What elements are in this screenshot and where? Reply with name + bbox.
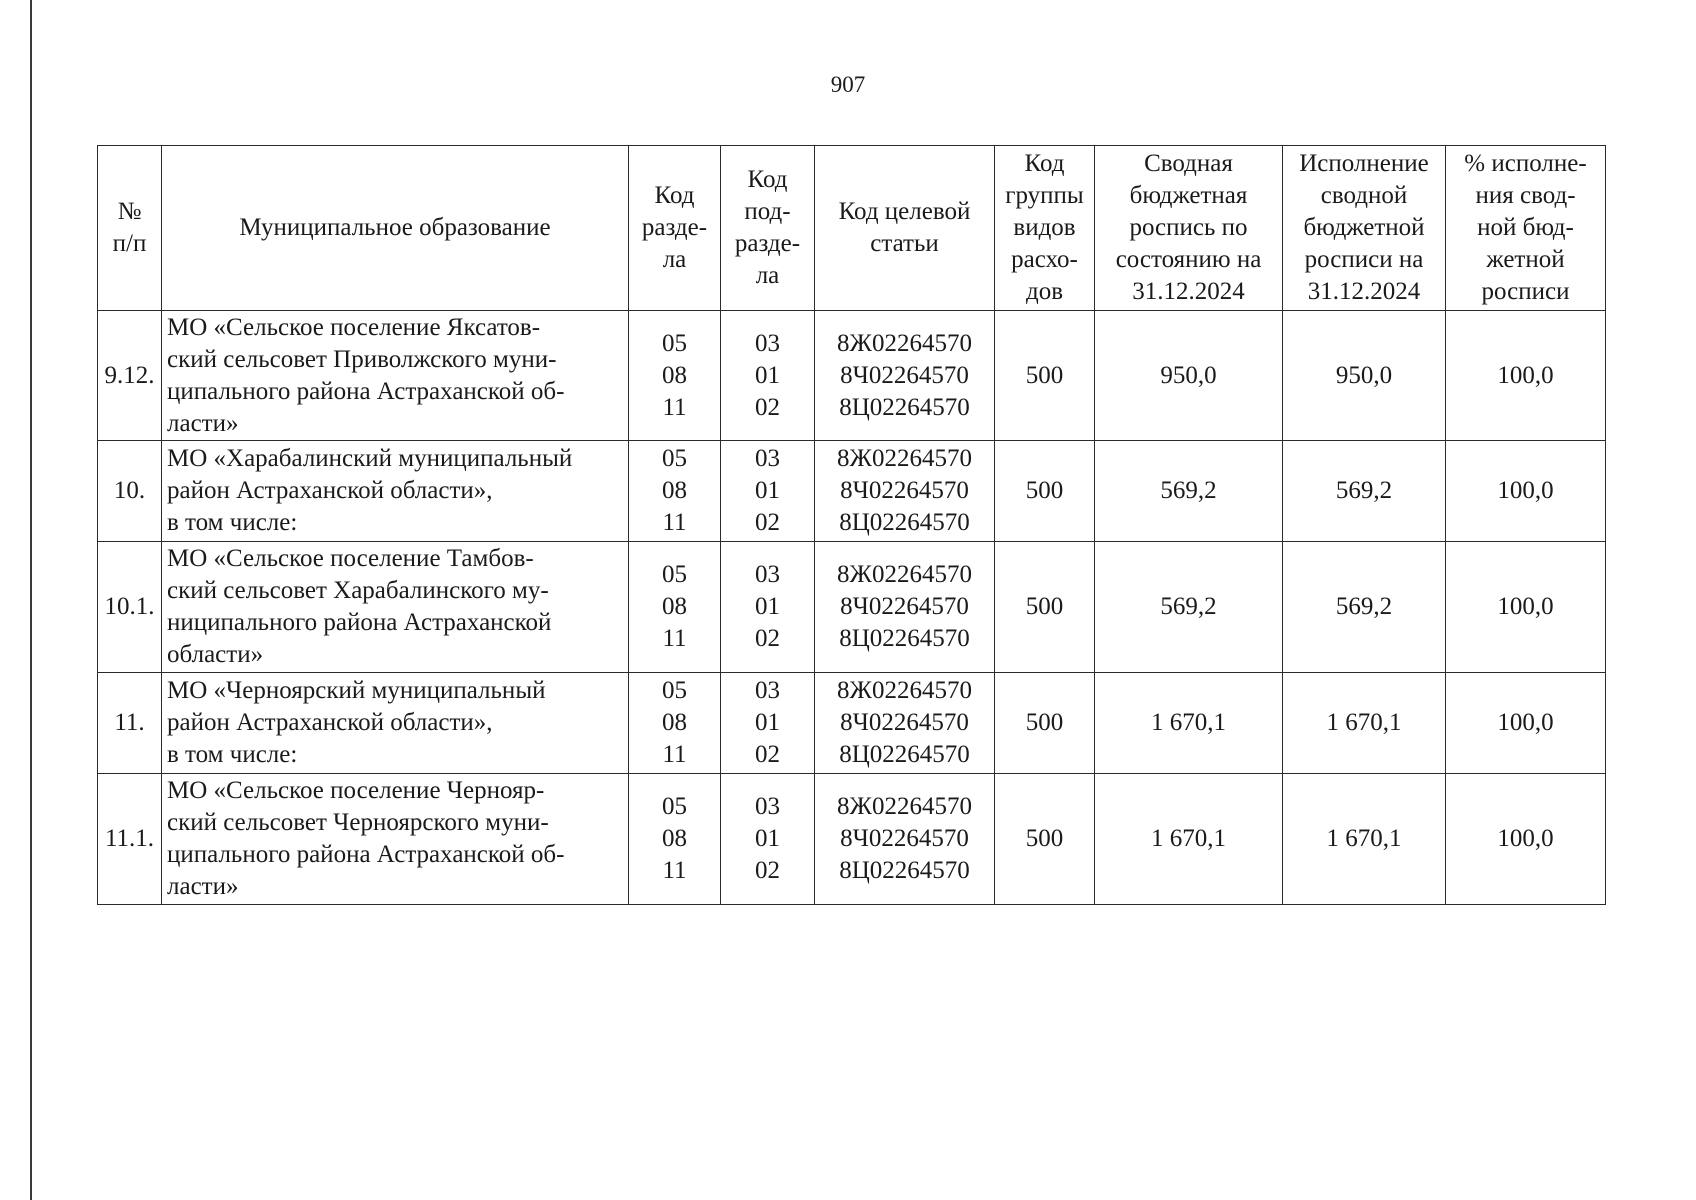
expense-group-code-value: 500	[1025, 709, 1064, 736]
municipality-name	[162, 441, 629, 542]
subsection-codes-value: 02	[755, 857, 780, 884]
section-codes-value: 11	[662, 857, 687, 884]
table-row	[98, 441, 1606, 542]
budget-execution-value	[1283, 441, 1446, 542]
section-codes	[629, 441, 721, 542]
header-subsection-code-line: разде-	[734, 230, 801, 257]
header-execution-percent-line: % исполне-	[1464, 150, 1587, 177]
target-item-codes-value: 8Ц02264570	[839, 509, 970, 536]
expense-group-code	[995, 542, 1095, 673]
budget-execution-value	[1283, 542, 1446, 673]
budget-plan-value	[1095, 542, 1283, 673]
target-item-codes-value: 8Ч02264570	[840, 593, 969, 620]
budget-plan-value	[1095, 311, 1283, 441]
target-item-codes-value: 8Ч02264570	[840, 825, 969, 852]
table-row	[98, 673, 1606, 774]
section-codes	[629, 774, 721, 905]
municipality-name-value: МО «Харабалинский муниципальный	[167, 445, 573, 472]
target-item-codes-value: 8Ж02264570	[837, 793, 972, 820]
section-codes-value: 08	[662, 825, 687, 852]
municipality-name-value: ский сельсовет Харабалинского му-	[167, 577, 549, 604]
execution-percent-value-value: 100,0	[1497, 825, 1554, 852]
section-codes-value: 05	[662, 561, 687, 588]
budget-execution-value-value: 569,2	[1335, 477, 1393, 504]
expense-group-code	[995, 673, 1095, 774]
header-expense-group-code-line: расхо-	[1011, 246, 1078, 273]
header-expense-group-code-line: Код	[1024, 150, 1065, 177]
header-section-code-line: разде-	[641, 214, 708, 241]
municipality-name-value: области»	[167, 641, 264, 668]
row-number	[98, 774, 162, 905]
execution-percent-value	[1446, 673, 1606, 774]
header-execution-percent	[1446, 146, 1606, 311]
section-codes-value: 05	[662, 329, 687, 357]
municipality-name-value: ниципального района Астраханской	[167, 609, 552, 636]
row-number-value: 9.12.	[104, 361, 155, 389]
header-budget-plan-line: 31.12.2024	[1132, 278, 1245, 305]
target-item-codes	[815, 311, 995, 441]
target-item-codes-value: 8Ж02264570	[837, 329, 972, 357]
subsection-codes-value: 03	[755, 445, 780, 472]
target-item-codes-value: 8Ч02264570	[840, 361, 969, 389]
header-budget-plan	[1095, 146, 1283, 311]
municipality-name-value: ципального района Астраханской об-	[167, 377, 565, 405]
header-execution-percent-line: жетной	[1486, 246, 1565, 273]
subsection-codes-value: 03	[755, 329, 780, 357]
municipality-name-value: ласти»	[167, 873, 239, 900]
subsection-codes-value: 01	[755, 825, 780, 852]
municipality-name-value: в том числе:	[167, 741, 298, 768]
municipality-name	[162, 542, 629, 673]
budget-execution-value	[1283, 311, 1446, 441]
section-codes	[629, 542, 721, 673]
header-subsection-code-line: ла	[755, 262, 780, 289]
budget-plan-value-value: 950,0	[1160, 361, 1217, 389]
expense-group-code-value: 500	[1025, 593, 1064, 620]
table-header-row	[98, 146, 1606, 311]
section-codes	[629, 311, 721, 441]
header-target-item-code	[815, 146, 995, 311]
subsection-codes	[721, 311, 815, 441]
target-item-codes	[815, 673, 995, 774]
municipality-name	[162, 774, 629, 905]
page-number: 907	[830, 72, 866, 97]
expense-group-code-value: 500	[1025, 825, 1064, 852]
municipality-name	[162, 311, 629, 441]
section-codes-value: 11	[662, 393, 687, 421]
header-expense-group-code	[995, 146, 1095, 311]
municipality-name-value: в том числе:	[167, 509, 298, 536]
target-item-codes	[815, 441, 995, 542]
row-number	[98, 673, 162, 774]
row-number-value: 10.1.	[104, 593, 155, 620]
section-codes-value: 05	[662, 445, 687, 472]
section-codes-value: 05	[662, 793, 687, 820]
table-row	[98, 542, 1606, 673]
target-item-codes-value: 8Ж02264570	[837, 561, 972, 588]
header-municipality-line: Муниципальное образование	[239, 214, 551, 241]
section-codes-value: 08	[662, 593, 687, 620]
subsection-codes-value: 02	[755, 741, 780, 768]
municipality-name-value: район Астраханской области»,	[167, 477, 493, 504]
header-number-line: п/п	[112, 230, 147, 257]
subsection-codes-value: 02	[755, 625, 780, 652]
header-expense-group-code-line: дов	[1025, 278, 1064, 305]
scan-edge-line	[30, 0, 32, 1200]
row-number-value: 11.1.	[104, 825, 155, 852]
municipality-name	[162, 673, 629, 774]
execution-percent-value-value: 100,0	[1497, 709, 1554, 736]
header-municipality	[162, 146, 629, 311]
execution-percent-value-value: 100,0	[1497, 361, 1554, 389]
header-section-code-line: ла	[662, 246, 687, 273]
header-number	[98, 146, 162, 311]
execution-percent-value-value: 100,0	[1497, 593, 1554, 620]
expense-group-code	[995, 441, 1095, 542]
header-subsection-code-line: под-	[744, 198, 791, 225]
header-execution-percent-line: ния свод-	[1475, 182, 1576, 209]
header-budget-plan-line: Сводная	[1144, 150, 1233, 177]
header-budget-execution-line: бюджетной	[1303, 214, 1425, 241]
section-codes-value: 08	[662, 477, 687, 504]
budget-plan-value	[1095, 441, 1283, 542]
header-budget-plan-line: состоянию на	[1115, 246, 1262, 273]
header-budget-plan-line: роспись по	[1129, 214, 1248, 241]
budget-plan-value-value: 569,2	[1160, 477, 1217, 504]
section-codes-value: 11	[662, 625, 687, 652]
subsection-codes-value: 01	[755, 709, 780, 736]
municipality-name-value: МО «Сельское поселение Яксатов-	[167, 313, 541, 341]
target-item-codes-value: 8Ч02264570	[840, 709, 969, 736]
budget-execution-value	[1283, 774, 1446, 905]
budget-execution-value-value: 569,2	[1335, 593, 1393, 620]
header-target-item-code-line: статьи	[870, 230, 939, 257]
row-number	[98, 311, 162, 441]
budget-plan-value	[1095, 774, 1283, 905]
budget-plan-value-value: 569,2	[1160, 593, 1217, 620]
subsection-codes-value: 03	[755, 677, 780, 704]
municipality-name-value: ский сельсовет Приволжского муни-	[167, 345, 557, 373]
budget-plan-value-value: 1 670,1	[1151, 825, 1226, 852]
target-item-codes-value: 8Ц02264570	[839, 393, 970, 421]
header-number-line: №	[117, 198, 142, 225]
table-body	[98, 311, 1606, 905]
subsection-codes-value: 03	[755, 561, 780, 588]
header-subsection-code-line: Код	[747, 166, 788, 193]
municipality-name-value: МО «Сельское поселение Тамбов-	[167, 545, 534, 572]
budget-execution-table	[97, 145, 1606, 905]
target-item-codes-value: 8Ц02264570	[839, 741, 970, 768]
target-item-codes-value: 8Ж02264570	[837, 677, 972, 704]
header-expense-group-code-line: видов	[1013, 214, 1076, 241]
budget-execution-value	[1283, 673, 1446, 774]
execution-percent-value-value: 100,0	[1497, 477, 1554, 504]
row-number-value: 11.	[114, 709, 145, 736]
execution-percent-value	[1446, 774, 1606, 905]
header-section-code-line: Код	[654, 182, 695, 209]
municipality-name-value: МО «Сельское поселение Чернояр-	[167, 777, 545, 804]
municipality-name-value: ский сельсовет Черноярского муни-	[167, 809, 549, 836]
row-number	[98, 542, 162, 673]
table-row	[98, 774, 1606, 905]
header-execution-percent-line: ной бюд-	[1477, 214, 1574, 241]
municipality-name-value: район Астраханской области»,	[167, 709, 493, 736]
section-codes	[629, 673, 721, 774]
header-execution-percent-line: росписи	[1481, 278, 1570, 305]
budget-execution-value-value: 950,0	[1335, 361, 1393, 389]
header-target-item-code-line: Код целевой	[838, 198, 971, 225]
header-budget-plan-line: бюджетная	[1129, 182, 1248, 209]
header-section-code	[629, 146, 721, 311]
expense-group-code	[995, 774, 1095, 905]
budget-execution-value-value: 1 670,1	[1326, 709, 1402, 736]
municipality-name-value: ласти»	[167, 409, 239, 437]
header-expense-group-code-line: группы	[1005, 182, 1084, 209]
subsection-codes	[721, 542, 815, 673]
section-codes-value: 11	[662, 509, 687, 536]
subsection-codes-value: 02	[755, 393, 780, 421]
municipality-name-value: МО «Черноярский муниципальный	[167, 677, 546, 704]
subsection-codes-value: 03	[755, 793, 780, 820]
execution-percent-value	[1446, 441, 1606, 542]
table-row	[98, 311, 1606, 441]
header-budget-execution-line: сводной	[1320, 182, 1408, 209]
target-item-codes-value: 8Ц02264570	[839, 857, 970, 884]
section-codes-value: 08	[662, 709, 687, 736]
expense-group-code-value: 500	[1025, 477, 1064, 504]
subsection-codes-value: 01	[755, 361, 780, 389]
budget-plan-value	[1095, 673, 1283, 774]
subsection-codes	[721, 774, 815, 905]
target-item-codes-value: 8Ж02264570	[837, 445, 972, 472]
execution-percent-value	[1446, 542, 1606, 673]
target-item-codes-value: 8Ц02264570	[839, 625, 970, 652]
budget-plan-value-value: 1 670,1	[1151, 709, 1226, 736]
row-number-value: 10.	[113, 477, 146, 504]
section-codes-value: 08	[662, 361, 687, 389]
subsection-codes-value: 02	[755, 509, 780, 536]
header-budget-execution-line: росписи на	[1304, 246, 1424, 273]
header-budget-execution	[1283, 146, 1446, 311]
expense-group-code-value: 500	[1025, 361, 1064, 389]
target-item-codes	[815, 774, 995, 905]
subsection-codes-value: 01	[755, 477, 780, 504]
subsection-codes-value: 01	[755, 593, 780, 620]
header-subsection-code	[721, 146, 815, 311]
expense-group-code	[995, 311, 1095, 441]
target-item-codes-value: 8Ч02264570	[840, 477, 969, 504]
budget-execution-value-value: 1 670,1	[1326, 825, 1402, 852]
subsection-codes	[721, 673, 815, 774]
municipality-name-value: ципального района Астраханской об-	[167, 841, 565, 868]
subsection-codes	[721, 441, 815, 542]
target-item-codes	[815, 542, 995, 673]
row-number	[98, 441, 162, 542]
header-budget-execution-line: 31.12.2024	[1307, 278, 1421, 305]
section-codes-value: 11	[662, 741, 687, 768]
header-budget-execution-line: Исполнение	[1299, 150, 1429, 177]
section-codes-value: 05	[662, 677, 687, 704]
execution-percent-value	[1446, 311, 1606, 441]
